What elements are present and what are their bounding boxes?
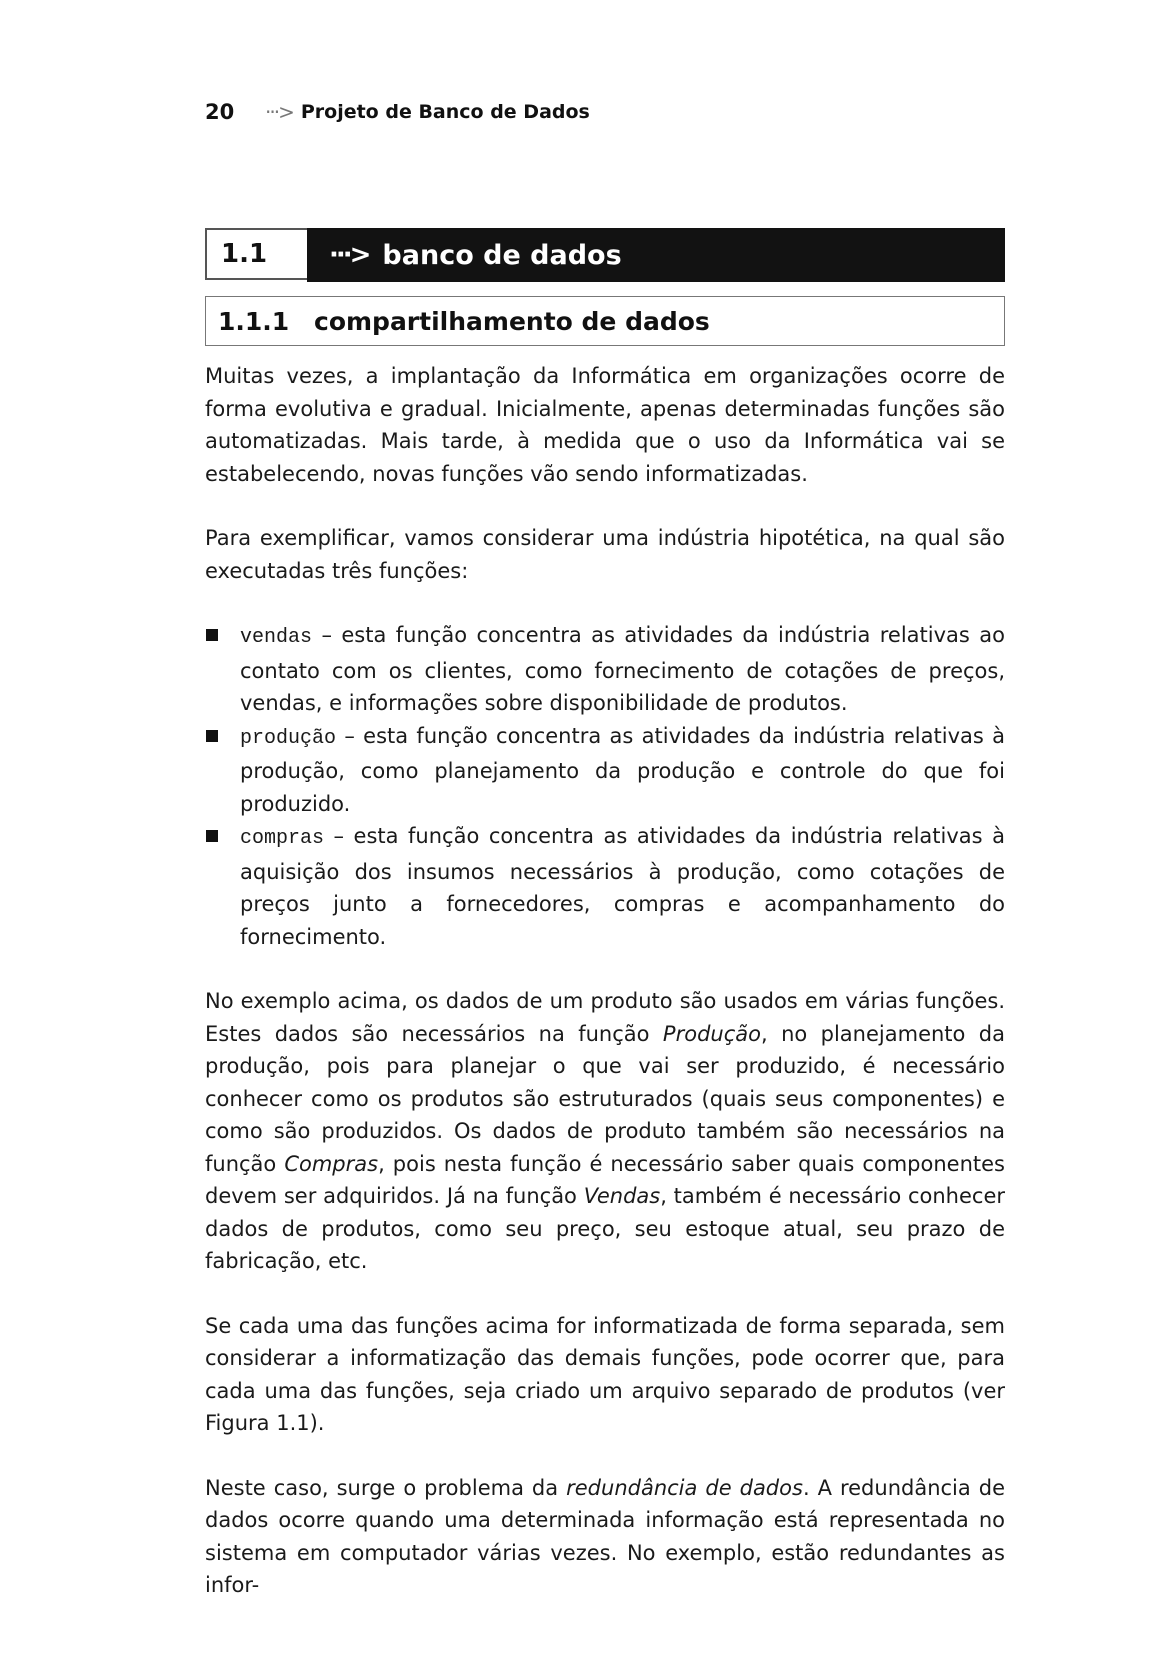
emphasis-redundancia: redundância de dados: [566, 1475, 803, 1500]
paragraph-shared-data: [205, 985, 1005, 1278]
paragraph-separate-files: Se cada uma das funções acima for informatizada de forma separada, sem considerar a informatização das demais funções, pode ocorrer que, para cada uma das funções, seja criado um arquivo separado de produtos (ver Figura 1.1).: [205, 1313, 1005, 1435]
text-span: , pois nesta função é necessário saber quais componentes devem ser adquiridos. Já na função: [205, 1151, 1005, 1208]
function-description: – esta função concentra as atividades da indústria relativas ao contato com os clientes, como fornecimento de cotações de preços, vendas, e informações sobre disponibilidade de produtos.: [240, 623, 1005, 715]
subsection-number: 1.1.1: [218, 306, 290, 336]
section-number: 1.1: [205, 228, 309, 280]
emphasis-vendas: Vendas: [583, 1184, 661, 1208]
function-description: – esta função concentra as atividades da indústria relativas à produção, como planejamento da produção e controle do que foi produzido.: [240, 723, 1005, 816]
paragraph-example: Para exemplificar, vamos considerar uma indústria hipotética, na qual são executadas três funções:: [205, 526, 1005, 583]
function-term: produção: [240, 726, 337, 750]
square-bullet-icon: [206, 629, 218, 641]
text-span: . A redundância de dados ocorre quando uma determinada informação está representada no sistema em computador várias vezes. No exemplo, estão redundantes as infor-: [205, 1475, 1005, 1597]
list-item: [205, 720, 1005, 821]
section-title: banco de dados: [382, 239, 622, 271]
body-text: [205, 360, 1005, 1634]
section-heading: [205, 228, 1005, 284]
function-description: – esta função concentra as atividades da indústria relativas à aquisição dos insumos necessários à produção, como cotações de preços junto a fornecedores, compras e acompanhamento do fornecimento.: [240, 824, 1005, 949]
functions-list: [205, 619, 1005, 953]
section-title-bar: [307, 228, 1005, 282]
book-title: Projeto de Banco de Dados: [300, 101, 590, 123]
list-item: [205, 619, 1005, 720]
function-term: vendas: [240, 626, 313, 649]
text-span: , também é necessário conhecer dados de produtos, como seu preço, seu estoque atual, seu prazo de fabricação, etc.: [205, 1184, 1006, 1273]
subsection-title: compartilhamento de dados: [314, 306, 710, 336]
subsection-heading: [205, 296, 1005, 346]
page-number: 20: [205, 100, 235, 124]
function-term: compras: [240, 827, 325, 850]
square-bullet-icon: [206, 730, 218, 742]
dotted-arrow-icon: ···>: [265, 100, 293, 124]
text-span: , no planejamento da produção, pois para planejar o que vai ser produzido, é necessário conhecer como os produtos são estruturados (quais seus componentes) e como são produzidos. Os dados de produto também são necessários na função: [205, 1021, 1005, 1176]
paragraph-redundancy: [205, 1472, 1005, 1602]
paragraph-intro: Muitas vezes, a implantação da Informática em organizações ocorre de forma evolutiva e gradual. Inicialmente, apenas determinadas funções são automatizadas. Mais tarde, à medida que o uso da Informática vai se estabelecendo, novas funções vão sendo informatizadas.: [205, 364, 1005, 486]
running-header: [205, 100, 590, 124]
square-bullet-icon: [206, 830, 218, 842]
list-item: [205, 820, 1005, 953]
emphasis-compras: Compras: [284, 1151, 379, 1176]
dotted-arrow-icon: ···>: [329, 240, 369, 270]
text-span: Neste caso, surge o problema da: [205, 1475, 567, 1500]
text-span: No exemplo acima, os dados de um produto são usados em várias funções. Estes dados são necessários na função: [205, 989, 1005, 1046]
emphasis-producao: Produção: [662, 1021, 761, 1046]
